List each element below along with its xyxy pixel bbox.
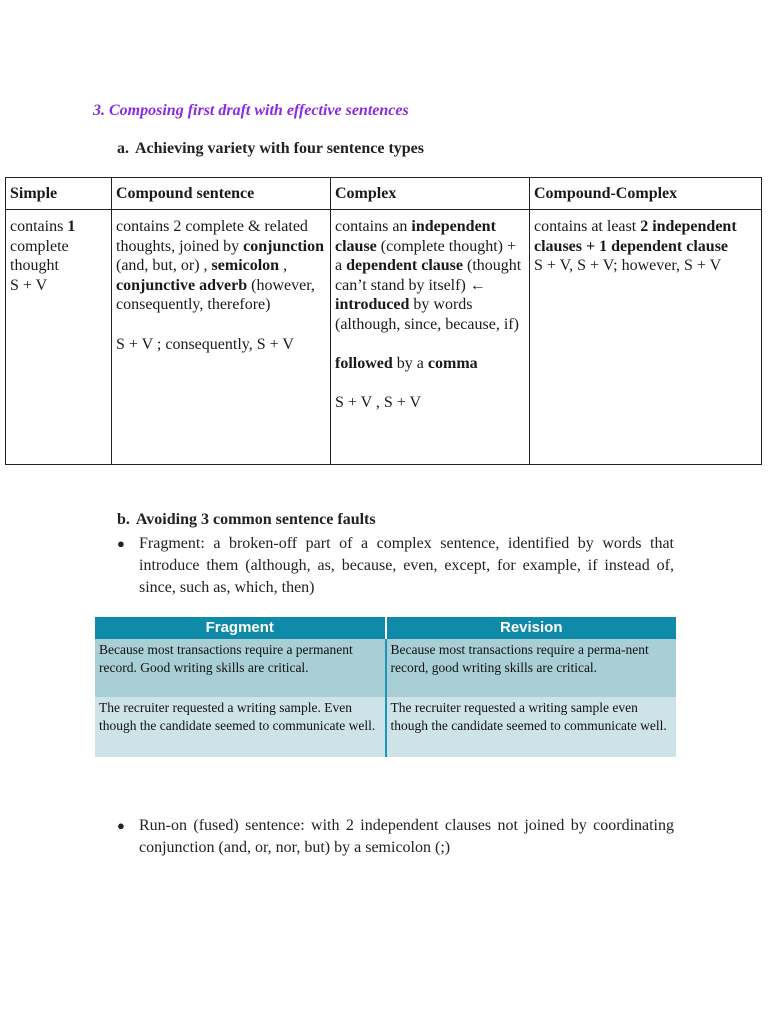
revision-cell: Because most transactions require a perma-nent record, good writing skills are critical. — [386, 639, 677, 697]
compound-text-3: , — [279, 257, 288, 275]
header-fragment: Fragment — [95, 617, 386, 639]
complex-bold-5: comma — [427, 355, 478, 373]
sentence-types-header-row — [6, 178, 762, 210]
compound-text-4: (however, consequently, therefore) — [116, 276, 315, 314]
subsection-a-heading — [117, 140, 424, 158]
subsection-a-label: a. — [117, 140, 129, 157]
header-complex: Complex — [331, 178, 530, 210]
compound-complex-bold-1: 2 independent clauses + 1 dependent clause — [534, 218, 737, 255]
header-compound-complex: Compound-Complex — [530, 178, 762, 210]
header-compound: Compound sentence — [112, 178, 331, 210]
table-row — [95, 697, 676, 757]
subsection-b-label: b. — [117, 511, 130, 528]
compound-complex-text-1: contains at least — [534, 218, 641, 235]
bullet-fragment-text: Fragment: a broken-off part of a complex sentence, identified by words that introduce them (although, as, because, even, except, for example, if instead of, since, such as, which, then) — [139, 535, 674, 596]
compound-text-2: (and, but, or) , — [116, 257, 212, 275]
cell-compound — [112, 210, 331, 465]
compound-bold-3: conjunctive adverb — [116, 276, 248, 294]
compound-bold-1: conjunction — [243, 237, 325, 255]
complex-formula: S + V , S + V — [335, 394, 422, 412]
subsection-a-title: Achieving variety with four sentence types — [135, 140, 424, 157]
simple-bold: 1 — [67, 218, 76, 235]
cell-complex — [331, 210, 530, 465]
simple-text-2: complete thought — [10, 237, 69, 275]
complex-text-3: (thought can’t stand by itself) ← — [335, 257, 522, 294]
complex-bold-3: introduced — [335, 296, 410, 314]
cell-simple — [6, 210, 112, 465]
complex-text-4: by words (although, since, because, if) — [335, 296, 519, 333]
complex-bold-1: independent clause — [335, 218, 496, 255]
subsection-b-title: Avoiding 3 common sentence faults — [135, 511, 376, 528]
complex-text-1: contains an — [335, 218, 412, 235]
sentence-types-table — [5, 177, 762, 465]
bullet-fragment — [117, 533, 674, 599]
compound-formula: S + V ; consequently, S + V — [116, 335, 294, 353]
simple-formula: S + V — [10, 276, 48, 294]
bullet-run-on — [117, 815, 674, 859]
bullet-run-on-text: Run-on (fused) sentence: with 2 independent clauses not joined by coordinating conjunction (and, or, nor, but) by a semicolon (;) — [139, 817, 674, 856]
header-revision: Revision — [386, 617, 677, 639]
revision-cell: The recruiter requested a writing sample even though the candidate seemed to communicate well. — [386, 697, 677, 757]
fragment-cell: Because most transactions require a permanent record. Good writing skills are critical. — [95, 639, 386, 697]
complex-bold-2: dependent clause — [346, 257, 464, 275]
simple-text: contains — [10, 218, 68, 235]
complex-text-2: (complete thought) + a — [335, 237, 516, 275]
compound-text-1: contains 2 complete & related thoughts, joined by — [116, 218, 308, 255]
fragment-table-header-row — [95, 617, 676, 639]
section-title: 3. Composing first draft with effective sentences — [93, 102, 409, 119]
bullet-icon: ● — [117, 818, 125, 833]
fragment-revision-table — [95, 617, 676, 757]
subsection-b-heading — [117, 511, 376, 529]
bullet-icon: ● — [117, 536, 125, 551]
table-row — [95, 639, 676, 697]
header-simple: Simple — [6, 178, 112, 210]
compound-complex-formula: S + V, S + V; however, S + V — [534, 257, 722, 275]
fragment-cell: The recruiter requested a writing sample. Even though the candidate seemed to communicate well. — [95, 697, 386, 757]
compound-bold-2: semicolon — [211, 257, 280, 275]
cell-compound-complex — [530, 210, 762, 465]
complex-text-5: by a — [392, 355, 428, 373]
complex-bold-4: followed — [335, 355, 393, 373]
sentence-types-row — [6, 210, 762, 465]
